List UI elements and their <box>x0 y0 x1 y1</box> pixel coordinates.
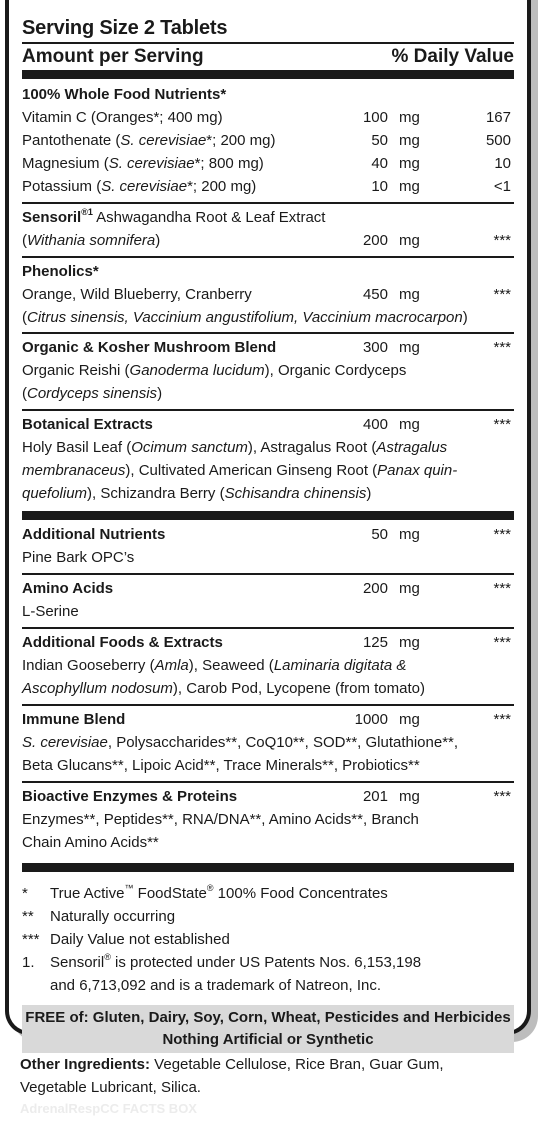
enzymes-section: Bioactive Enzymes & Proteins 201 mg *** Enzymes**, Peptides**, RNA/DNA**, Amino Acids**, Branch Chain Amino Acids** <box>22 788 511 851</box>
column-header <box>22 44 514 69</box>
nutrient-row: Pantothenate (S. cerevisiae*; 200 mg) 50 mg 500 <box>22 132 511 149</box>
whole-food-section <box>22 79 514 198</box>
amount-header: Amount per Serving <box>22 46 204 67</box>
mushroom-row: Organic & Kosher Mushroom Blend 300 mg *** <box>22 339 511 356</box>
additional-nutrients-section: Additional Nutrients 50 mg *** Pine Bark OPC’s <box>22 526 511 566</box>
sensoril-line: Sensoril$^{®1}$ Ashwagandha Root & Leaf Extract <box>22 207 326 226</box>
divider-thick <box>22 70 514 79</box>
serving-size: Serving Size 2 Tablets <box>22 17 228 39</box>
sensoril-latin-row: (Withania somnifera) 200 mg *** <box>22 232 511 249</box>
phenolics-row: Orange, Wild Blueberry, Cranberry 450 mg *** <box>22 286 511 303</box>
footer-label: AdrenalRespCC FACTS BOX <box>20 1101 197 1116</box>
phenolics-latin: (Citrus sinensis, Vaccinium angustifolium, Vaccinium macrocarpon) <box>22 309 468 326</box>
free-of-box: FREE of: Gluten, Dairy, Soy, Corn, Wheat, Pesticides and Herbicides Nothing Artificial or Synthetic <box>22 1005 514 1053</box>
sensoril-section <box>22 204 514 252</box>
nutrient-row: Magnesium (S. cerevisiae*; 800 mg) 40 mg 10 <box>22 155 511 172</box>
additional-foods-section: Additional Foods & Extracts 125 mg *** Indian Gooseberry (Amla), Seaweed (Laminaria digitata & Ascophyllum nodosum), Carob Pod, Lycopene (from tomato) <box>22 634 511 697</box>
mushroom-section: Organic & Kosher Mushroom Blend 300 mg *** Organic Reishi (Ganoderma lucidum), Organic Cordyceps (Cordyceps sinensis) <box>22 334 514 405</box>
section-title: Phenolics* <box>22 263 99 280</box>
supplement-facts-panel <box>5 0 531 1048</box>
other-ingredients: Other Ingredients: Vegetable Cellulose, Rice Bran, Guar Gum, Vegetable Lubricant, Silica. <box>20 1056 444 1096</box>
immune-blend-section: Immune Blend 1000 mg *** S. cerevisiae, Polysaccharides**, CoQ10**, SOD**, Glutathione**, Beta Glucans**, Lipoic Acid**, Trace Minerals**, Probiotics** <box>22 711 511 774</box>
botanical-section: Botanical Extracts 400 mg *** Holy Basil Leaf (Ocimum sanctum), Astragalus Root (Astragalus membranaceus), Cultivated American Ginseng Root (Panax quin- quefolium), Schizandra Berry (Schisandra chinensis) <box>22 411 514 505</box>
nutrient-row: Potassium (S. cerevisiae*; 200 mg) 10 mg <1 <box>22 178 511 195</box>
botanical-row: Botanical Extracts 400 mg *** <box>22 416 511 433</box>
footnotes: * True Active™ FoodState® 100% Food Concentrates ** Naturally occurring *** Daily Value not established 1. Sensoril® is protected under US Patents Nos. 6,153,198 and 6,713,092 and is a trademark of Natreon, Inc. <box>22 883 422 994</box>
phenolics-section <box>22 258 514 329</box>
section-title: 100% Whole Food Nutrients* <box>22 86 227 103</box>
nutrient-row: Vitamin C (Oranges*; 400 mg) 100 mg 167 <box>22 109 511 126</box>
amino-acids-section: Amino Acids 200 mg *** L-Serine <box>22 580 511 620</box>
daily-value-header: % Daily Value <box>391 46 514 67</box>
divider-thick <box>22 863 514 872</box>
divider-thick <box>22 511 514 520</box>
